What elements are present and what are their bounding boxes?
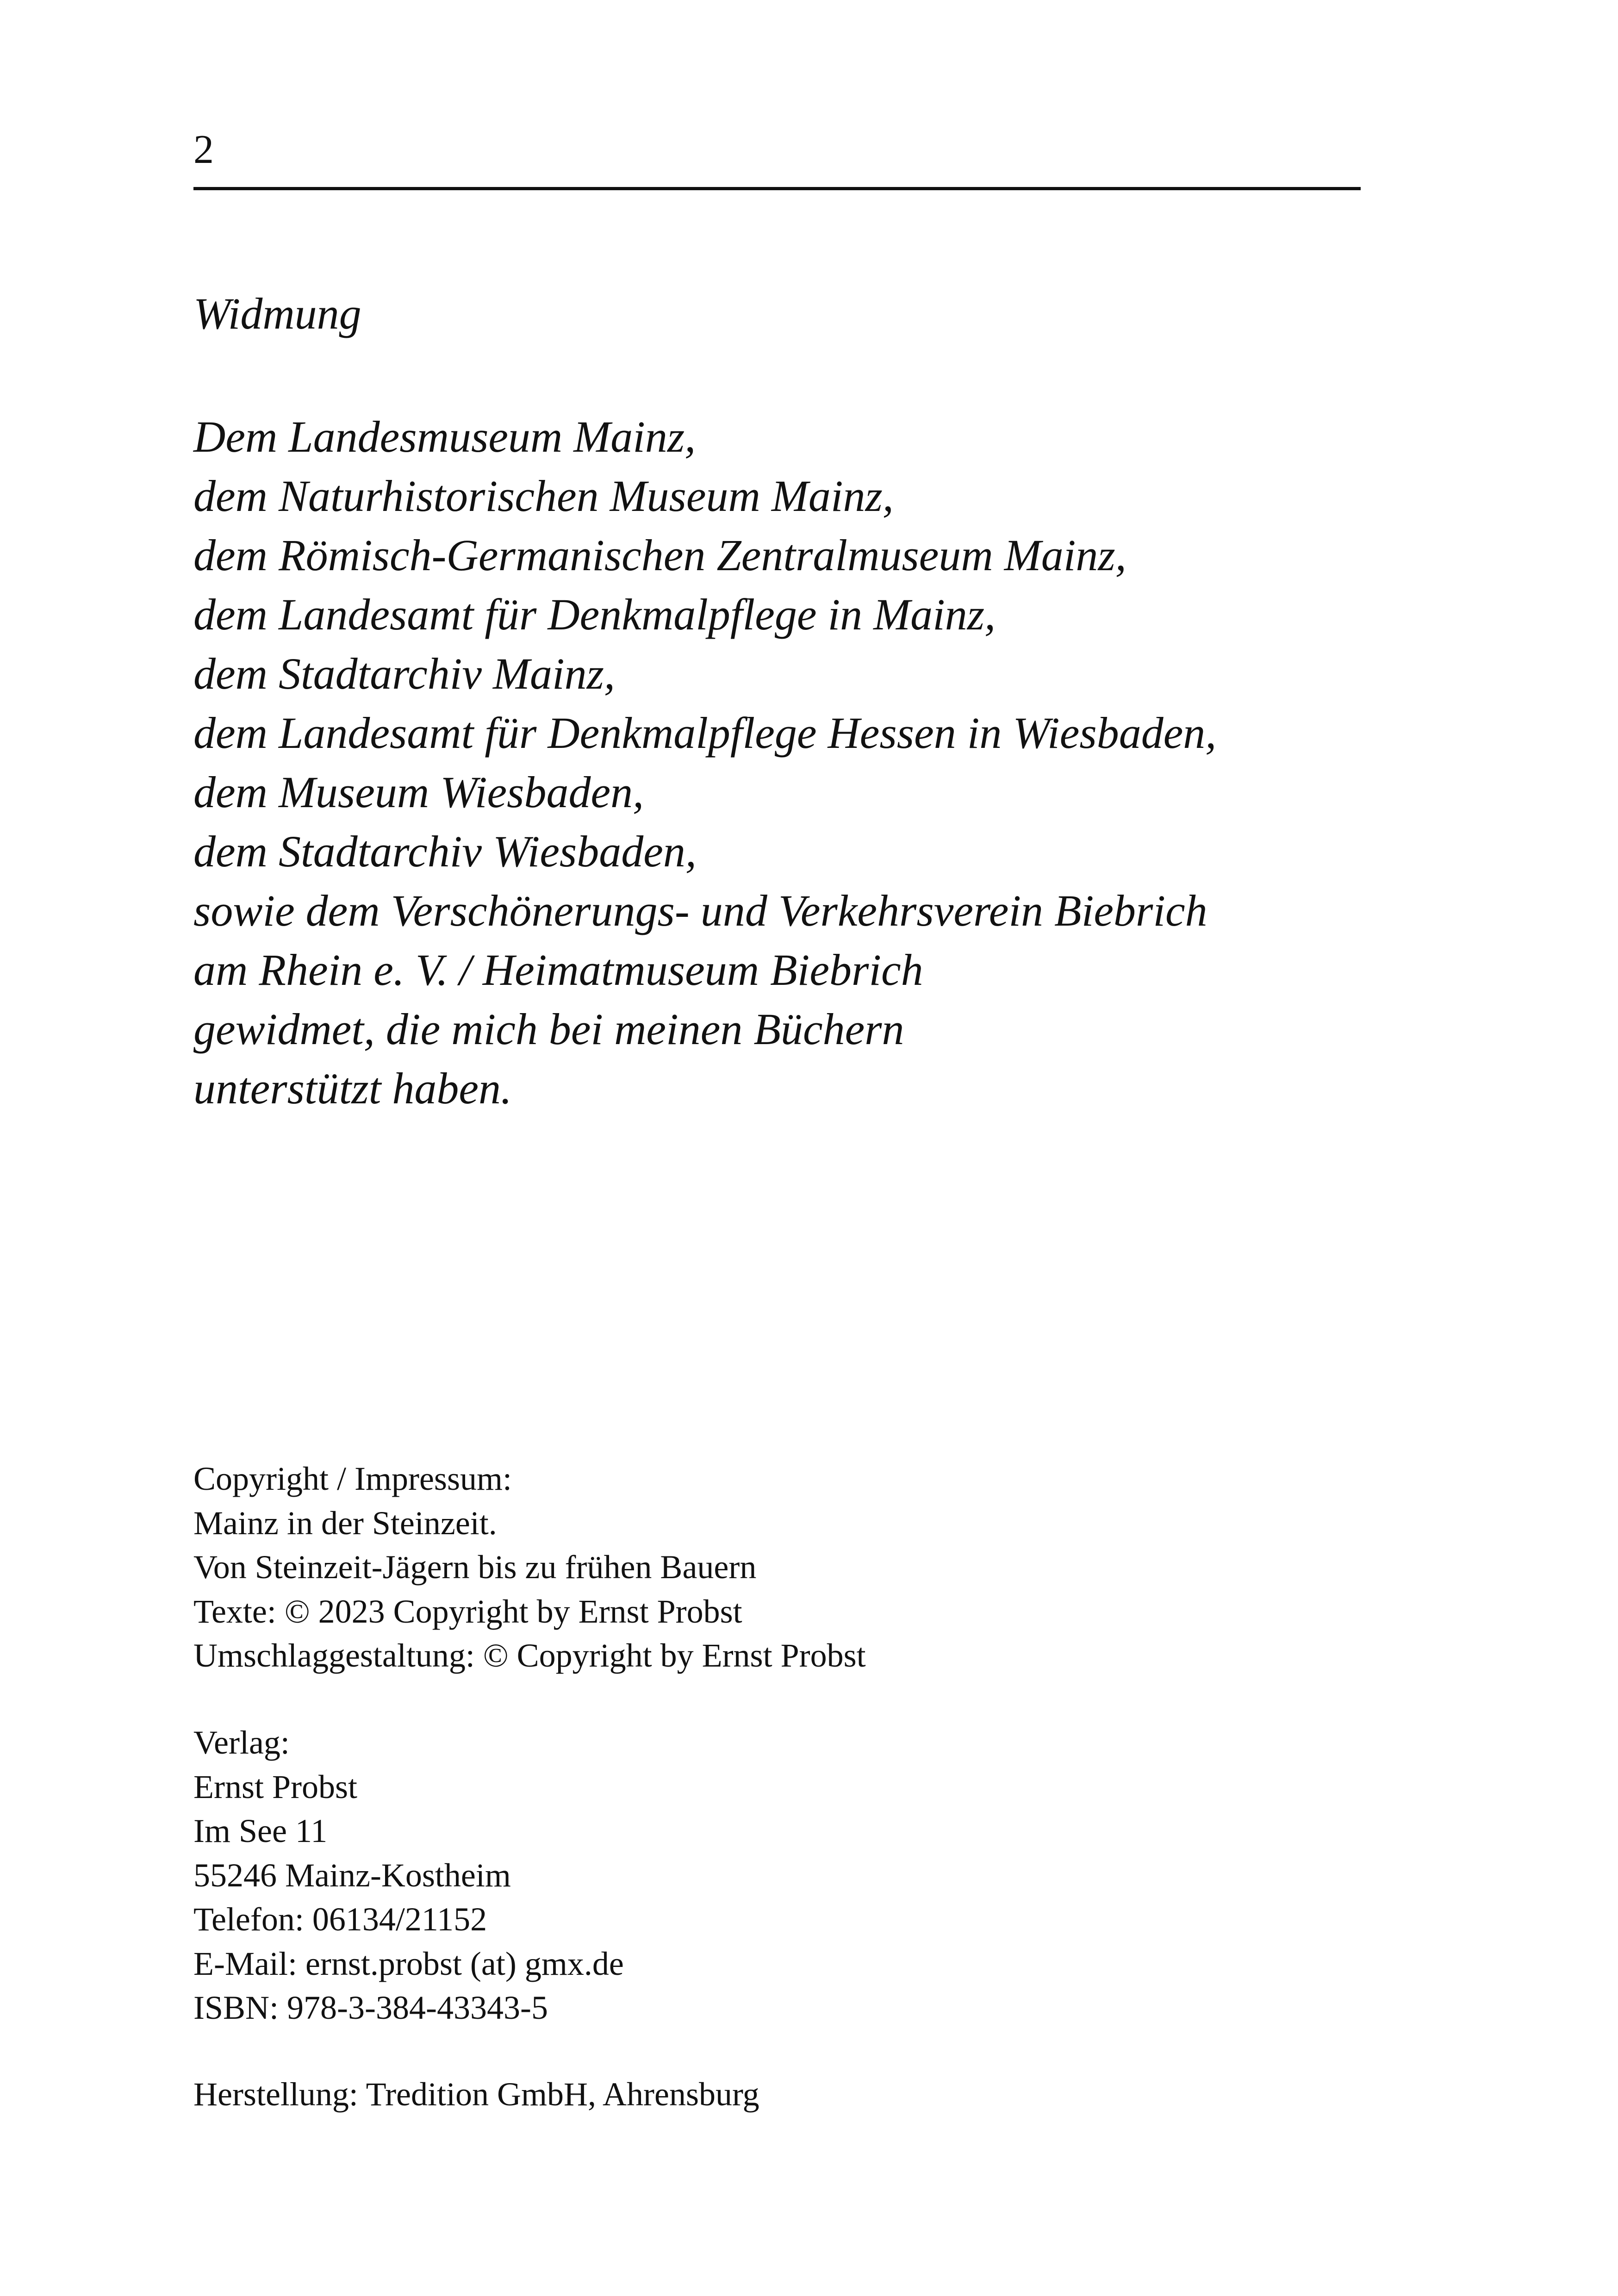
dedication-line: unterstützt haben. [193, 1064, 512, 1113]
imprint-line: Im See 11 [193, 1812, 328, 1849]
imprint-line: Umschlaggestaltung: © Copyright by Ernst Probst [193, 1637, 866, 1674]
imprint-line: Verlag: [193, 1724, 290, 1761]
imprint-line: Telefon: 06134/21152 [193, 1901, 487, 1938]
dedication-line: dem Stadtarchiv Mainz, [193, 649, 615, 698]
dedication-line: dem Museum Wiesbaden, [193, 767, 644, 817]
dedication-line: Dem Landesmuseum Mainz, [193, 412, 696, 461]
imprint-line: E-Mail: ernst.probst (at) gmx.de [193, 1945, 624, 1982]
dedication-line: dem Landesamt für Denkmalpflege Hessen in Wiesbaden, [193, 708, 1217, 758]
imprint-line: Copyright / Impressum: [193, 1460, 512, 1497]
dedication-line: am Rhein e. V. / Heimatmuseum Biebrich [193, 945, 923, 995]
imprint-line: ISBN: 978-3-384-43343-5 [193, 1989, 548, 2026]
dedication-line: dem Römisch-Germanischen Zentralmuseum Mainz, [193, 530, 1126, 580]
imprint-line: Von Steinzeit-Jägern bis zu frühen Bauern [193, 1549, 757, 1586]
imprint-production-block [193, 2072, 759, 2117]
imprint-line: Ernst Probst [193, 1768, 358, 1805]
page-number: 2 [193, 127, 214, 172]
imprint-line: Texte: © 2023 Copyright by Ernst Probst [193, 1593, 742, 1630]
imprint-copyright-block [193, 1457, 866, 1678]
dedication-line: gewidmet, die mich bei meinen Büchern [193, 1004, 904, 1054]
dedication-body [193, 407, 1216, 1118]
imprint-publisher-block [193, 1721, 624, 2030]
dedication-line: dem Stadtarchiv Wiesbaden, [193, 827, 697, 876]
dedication-line: sowie dem Verschönerungs- und Verkehrsverein Biebrich [193, 886, 1207, 935]
imprint-line: Herstellung: Tredition GmbH, Ahrensburg [193, 2076, 759, 2113]
header-rule [193, 187, 1361, 190]
dedication-line: dem Naturhistorischen Museum Mainz, [193, 471, 894, 521]
imprint-line: Mainz in der Steinzeit. [193, 1504, 497, 1542]
dedication-heading: Widmung [193, 289, 361, 338]
imprint-line: 55246 Mainz-Kostheim [193, 1856, 511, 1894]
dedication-line: dem Landesamt für Denkmalpflege in Mainz, [193, 590, 996, 639]
